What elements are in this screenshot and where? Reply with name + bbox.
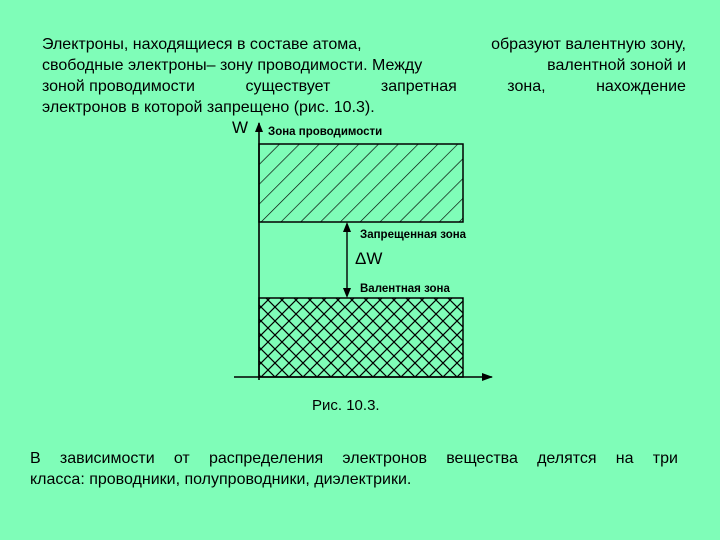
conduction-band-label: Зона проводимости xyxy=(268,126,383,138)
outro-line-1-word-4: распределения xyxy=(208,450,324,467)
intro-line-3-part-1: зоной проводимости xyxy=(42,78,195,95)
outro-line-1-word-1: В xyxy=(30,450,41,467)
intro-line-4-part-1: электронов в которой запрещено (рис. 10.3). xyxy=(42,99,375,116)
intro-line-1-part-1: Электроны, находящиеся в составе атома, xyxy=(42,36,362,53)
intro-line-2-part-1: свободные электроны– зону проводимости. Между xyxy=(42,57,423,74)
intro-line-4 xyxy=(42,97,686,118)
intro-line-3-part-3: запретная xyxy=(380,78,457,95)
outro-line-1-word-7: делятся xyxy=(537,450,597,467)
outro-line-1-word-9: три xyxy=(652,450,678,467)
forbidden-band-label: Запрещенная зона xyxy=(360,229,467,241)
energy-band-diagram xyxy=(226,118,506,390)
outro-line-2-part-1: класса: проводники, полупроводники, диэлектрики. xyxy=(30,471,412,488)
intro-line-3-part-5: нахождение xyxy=(596,78,686,95)
intro-line-3-part-2: существует xyxy=(245,78,331,95)
outro-line-2 xyxy=(30,469,678,490)
intro-line-2-part-2: валентной зоной и xyxy=(547,57,686,74)
gap-arrow-down-icon xyxy=(343,288,351,298)
intro-line-3-part-4: зона, xyxy=(507,78,546,95)
outro-line-1-word-3: от xyxy=(173,450,190,467)
intro-line-2 xyxy=(42,55,686,76)
y-axis-arrow-icon xyxy=(255,122,263,132)
intro-paragraph xyxy=(42,34,686,118)
outro-line-1-word-2: зависимости xyxy=(59,450,155,467)
intro-line-3 xyxy=(42,76,686,97)
valence-band xyxy=(259,298,463,377)
intro-line-1 xyxy=(42,34,686,55)
outro-line-1-word-5: электронов xyxy=(342,450,428,467)
conduction-band xyxy=(259,144,463,222)
y-axis-label: W xyxy=(232,118,249,137)
outro-line-1 xyxy=(30,448,678,469)
intro-line-1-part-2: образуют валентную зону, xyxy=(491,36,686,53)
outro-paragraph xyxy=(30,448,678,490)
gap-arrow-up-icon xyxy=(343,222,351,232)
valence-band-label: Валентная зона xyxy=(360,283,450,295)
x-axis-arrow-icon xyxy=(482,373,493,381)
figure-caption: Рис. 10.3. xyxy=(312,397,380,414)
outro-line-1-word-8: на xyxy=(615,450,634,467)
outro-line-1-word-6: вещества xyxy=(446,450,518,467)
gap-label: ΔW xyxy=(355,249,383,268)
